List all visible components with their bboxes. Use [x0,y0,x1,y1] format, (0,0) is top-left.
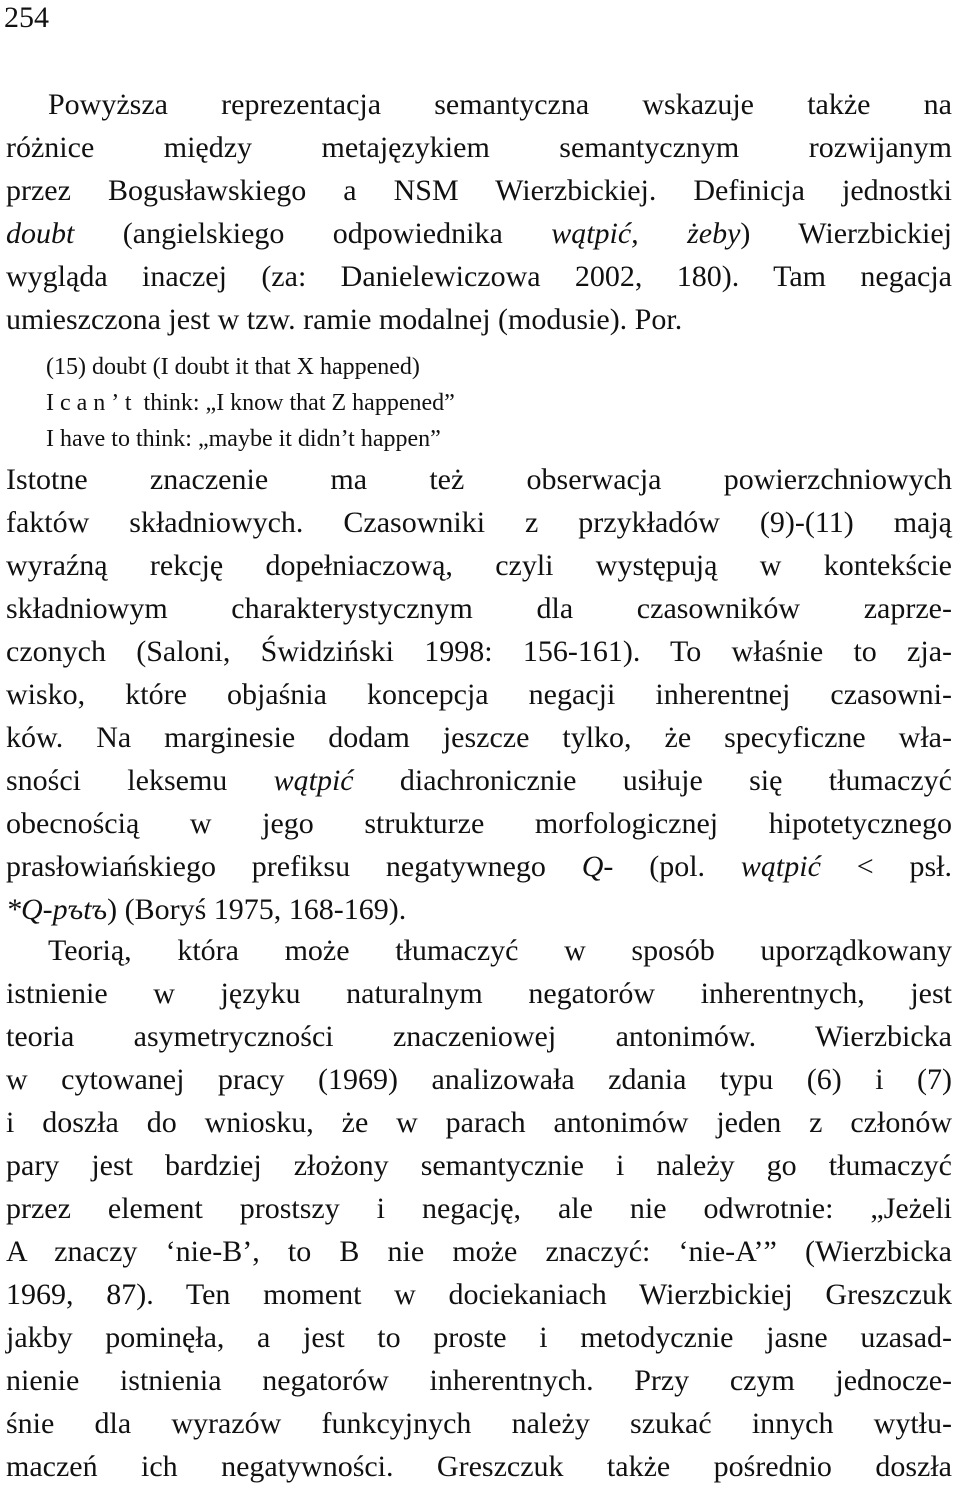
paragraph2-line: Istotne znaczenie ma też obserwacja powierzchniowych [6,463,952,496]
paragraph3-line: i doszła do wniosku, że w parach antonimów jeden z członów [6,1106,952,1139]
italic-term: wątpić [273,764,354,797]
paragraph1-line: umieszczona jest w tzw. ramie modalnej (modusie). Por. [6,303,683,336]
paragraph3-line: nienie istnienia negatorów inherentnych. Przy czym jednocze- [6,1364,952,1397]
text-segment: (pol. [613,850,741,883]
spaced-text: can’t [60,390,138,416]
text-segment: ) Wierzbickiej [740,217,952,250]
paragraph2-line: składniowym charakterystycznym dla czasowników zaprze- [6,592,952,625]
italic-term: wątpić [740,850,821,883]
paragraph1-line: różnice między metajęzykiem semantycznym rozwijanym [6,131,952,164]
italic-term: doubt [6,217,75,250]
text-segment: I [46,390,60,416]
text-segment: sności leksemu [6,764,274,797]
text-segment: ) (Boryś 1975, 168-169). [107,893,407,926]
paragraph2-line [6,845,952,888]
paragraph3-line: maczeń ich negatywności. Greszczuk także pośrednio doszła [6,1450,952,1483]
paragraph2-line: ków. Na marginesie dodam jeszcze tylko, że specyficzne wła- [6,721,952,754]
italic-term: Q- [581,850,614,883]
paragraph1-line [6,212,952,255]
text-segment: diachronicznie usiłuje się tłumaczyć [353,764,952,797]
paragraph3-line: w cytowanej pracy (1969) analizowała zdania typu (6) i (7) [6,1063,952,1096]
paragraph3-line: jakby pominęła, a jest to proste i metodycznie jasne uzasad- [6,1321,952,1354]
text-segment: < psł. [820,850,952,883]
text-segment: think: „I know that Z happened” [137,390,455,416]
paragraph2-line [6,888,952,931]
paragraph3-line: teoria asymetryczności znaczeniowej antonimów. Wierzbicka [6,1020,952,1053]
text-segment: (angielskiego odpowiednika [74,217,552,250]
italic-term: wątpić, żeby [551,217,741,250]
paragraph3-line: przez element prostszy i negację, ale nie odwrotnie: „Jeżeli [6,1192,952,1225]
paragraph3-line: Teorią, która może tłumaczyć w sposób uporządkowany [48,934,952,967]
paragraph2-line [6,759,952,802]
text-segment: prasłowiańskiego prefiksu negatywnego [6,850,582,883]
paragraph3-line: 1969, 87). Ten moment w dociekaniach Wierzbickiej Greszczuk [6,1278,952,1311]
paragraph2-line: obecnością w jego strukturze morfologicznej hipotetycznego [6,807,952,840]
paragraph2-line: wisko, które objaśnia koncepcja negacji inherentnej czasowni- [6,678,952,711]
paragraph1-line: przez Bogusławskiego a NSM Wierzbickiej. Definicja jednostki [6,174,952,207]
paragraph2-line: wyraźną rekcję dopełniaczową, czyli występują w kontekście [6,549,952,582]
paragraph1-line: Powyższa reprezentacja semantyczna wskazuje także na [48,88,952,121]
example-line-3: I have to think: „maybe it didn’t happen” [46,426,441,452]
paragraph2-line: faktów składniowych. Czasowniki z przykładów (9)-(11) mają [6,506,952,539]
paragraph3-line: istnienie w języku naturalnym negatorów inherentnych, jest [6,977,952,1010]
paragraph3-line: śnie dla wyrazów funkcyjnych należy szukać innych wytłu- [6,1407,952,1440]
page-number: 254 [4,1,49,34]
paragraph3-line: A znaczy ‘nie-B’, to B nie może znaczyć: ‘nie-A’” (Wierzbicka [6,1235,952,1268]
italic-term: *Q-pъtъ [6,893,108,926]
paragraph2-line: czonych (Saloni, Świdziński 1998: 156-161). To właśnie to zja- [6,635,952,668]
paragraph3-line: pary jest bardziej złożony semantycznie i należy go tłumaczyć [6,1149,952,1182]
example-line-1: (15) doubt (I doubt it that X happened) [46,354,420,380]
paragraph1-line: wygląda inaczej (za: Danielewiczowa 2002, 180). Tam negacja [6,260,952,293]
